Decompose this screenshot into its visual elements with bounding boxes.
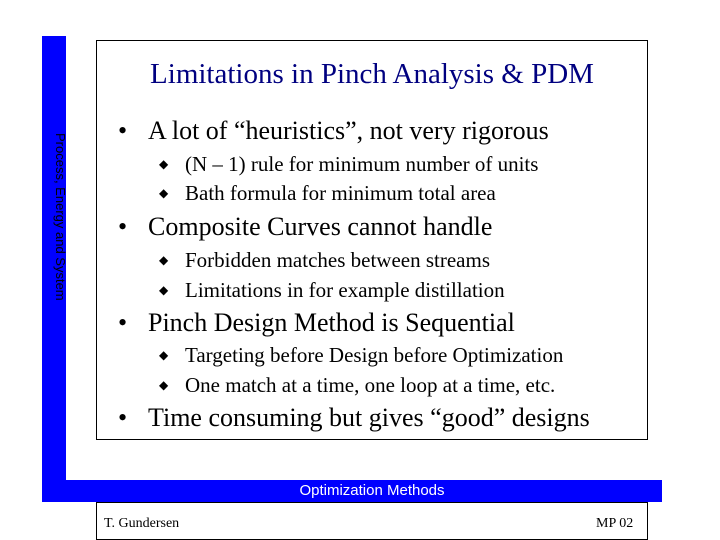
bullet-1-text: A lot of “heuristics”, not very rigorous bbox=[148, 116, 549, 145]
sub-bullet-1-1 bbox=[159, 152, 538, 177]
diamond-bullet-icon: ◆ bbox=[159, 253, 169, 267]
sub-bullet-text: (N – 1) rule for minimum number of units bbox=[185, 152, 539, 176]
slide-number: MP 02 bbox=[596, 516, 634, 531]
sub-bullet-3-2 bbox=[159, 373, 555, 398]
sub-bullet-1-2 bbox=[159, 181, 496, 206]
sidebar-label: Process, Energy and System bbox=[53, 133, 68, 301]
sub-bullet-3-1 bbox=[159, 343, 563, 368]
diamond-bullet-icon: ◆ bbox=[159, 378, 169, 392]
bullet-3 bbox=[118, 308, 515, 338]
bullet-3-text: Pinch Design Method is Sequential bbox=[148, 308, 515, 337]
sub-bullet-text: Bath formula for minimum total area bbox=[185, 181, 496, 205]
bullet-1 bbox=[118, 116, 549, 146]
sub-bullet-text: Forbidden matches between streams bbox=[185, 248, 490, 272]
sub-bullet-text: One match at a time, one loop at a time, etc. bbox=[185, 373, 556, 397]
bullet-4-text: Time consuming but gives “good” designs bbox=[148, 403, 590, 432]
sub-bullet-2-2 bbox=[159, 278, 505, 303]
sub-bullet-text: Limitations in for example distillation bbox=[185, 278, 505, 302]
footer-section-label: Optimization Methods bbox=[299, 482, 445, 499]
bullet-2-text: Composite Curves cannot handle bbox=[148, 212, 493, 241]
bullet-dot-icon: • bbox=[118, 403, 128, 432]
sub-bullet-text: Targeting before Design before Optimization bbox=[185, 343, 564, 367]
diamond-bullet-icon: ◆ bbox=[159, 186, 169, 200]
author-name: T. Gundersen bbox=[104, 516, 180, 531]
slide-title: Limitations in Pinch Analysis & PDM bbox=[150, 58, 594, 90]
diamond-bullet-icon: ◆ bbox=[159, 348, 169, 362]
bullet-dot-icon: • bbox=[118, 116, 128, 145]
sub-bullet-2-1 bbox=[159, 248, 490, 273]
bullet-dot-icon: • bbox=[118, 308, 128, 337]
bullet-dot-icon: • bbox=[118, 212, 128, 241]
bullet-2 bbox=[118, 212, 492, 242]
diamond-bullet-icon: ◆ bbox=[159, 283, 169, 297]
diamond-bullet-icon: ◆ bbox=[159, 157, 169, 171]
bullet-4 bbox=[118, 403, 590, 433]
